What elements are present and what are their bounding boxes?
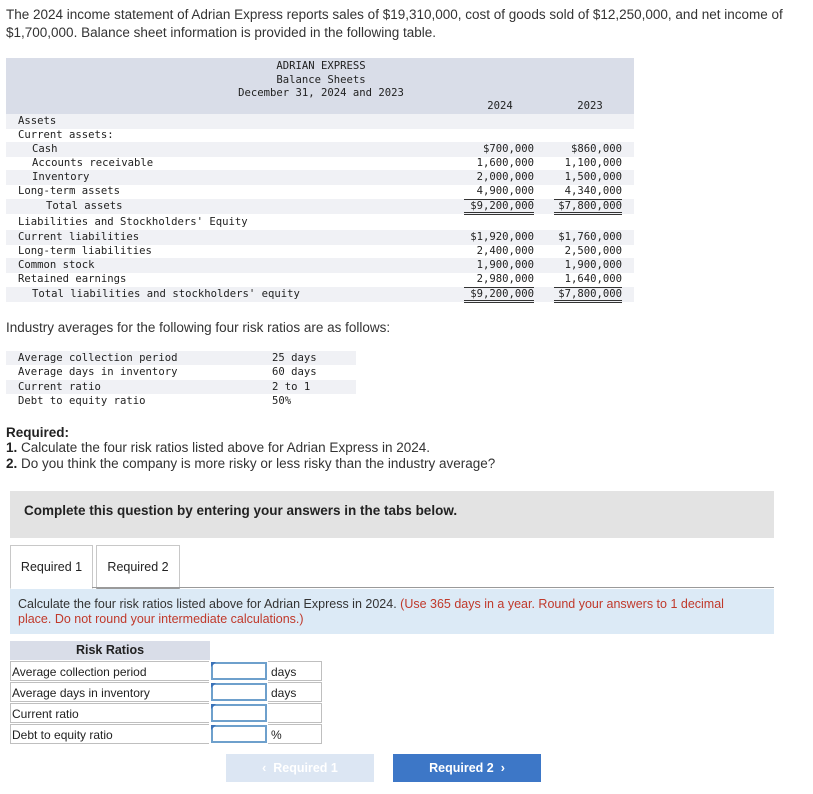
value-2023: $1,760,000 <box>558 231 622 243</box>
ratio-value: 50% <box>272 394 292 407</box>
unit-label: % <box>268 724 322 744</box>
value-2024: $9,200,000 <box>464 287 534 303</box>
table-row <box>10 724 310 745</box>
table-row <box>6 365 356 379</box>
value-2023: 1,100,000 <box>564 157 622 169</box>
item-number: 2. <box>6 456 18 471</box>
ratio-value: 25 days <box>272 352 317 364</box>
table-row <box>6 394 356 408</box>
table-row <box>6 351 356 365</box>
value-2024: $9,200,000 <box>464 199 534 215</box>
table-row <box>6 142 634 157</box>
value-2024: 2,400,000 <box>476 245 534 257</box>
banner-text: Complete this question by entering your answers in the tabs below. <box>24 503 458 518</box>
row-label: Total liabilities and stockholders' equity <box>32 288 300 300</box>
tab-required-1[interactable] <box>10 545 93 589</box>
tab-divider <box>92 587 774 588</box>
table-row <box>10 703 310 724</box>
value-2024: $1,920,000 <box>470 231 534 243</box>
table-row <box>6 215 634 230</box>
debt-to-equity-input[interactable] <box>211 725 267 743</box>
item-text: Do you think the company is more risky or less risky than the industry average? <box>21 456 496 471</box>
company-name: ADRIAN EXPRESS <box>276 60 366 72</box>
intro-line-1: The 2024 income statement of Adrian Express reports sales of $19,310,000, cost of goods sold of $12,250,000, and net income of <box>6 7 783 22</box>
value-2023: $7,800,000 <box>554 287 622 303</box>
ratio-label: Average collection period <box>10 661 209 681</box>
row-label: Total assets <box>46 200 123 212</box>
row-label: Long-term assets <box>18 185 121 197</box>
row-label: Retained earnings <box>18 273 127 285</box>
ratio-label: Current ratio <box>18 380 101 393</box>
table-row <box>6 287 634 302</box>
row-label: Assets <box>18 115 57 127</box>
ratio-value: 2 to 1 <box>272 380 311 393</box>
value-2024: 2,980,000 <box>476 273 534 285</box>
input-marker-icon <box>211 704 216 709</box>
row-label: Accounts receivable <box>32 157 154 169</box>
value-2023: 2,500,000 <box>564 245 622 257</box>
ratio-label: Current ratio <box>10 703 209 723</box>
table-row <box>6 170 634 185</box>
instructions-banner <box>10 491 774 538</box>
item-text: Calculate the four risk ratios listed above for Adrian Express in 2024. <box>21 440 430 455</box>
table-row <box>6 184 634 199</box>
intro-line-2: $1,700,000. Balance sheet information is provided in the following table. <box>6 25 437 40</box>
ratio-label: Average collection period <box>18 352 178 364</box>
table-row <box>6 272 634 287</box>
value-2023: 4,340,000 <box>564 185 622 197</box>
row-label: Liabilities and Stockholders' Equity <box>18 216 248 228</box>
row-label: Long-term liabilities <box>18 245 152 257</box>
risk-ratios-header: Risk Ratios <box>10 641 210 660</box>
required-item-1 <box>6 440 430 455</box>
next-required-button[interactable] <box>393 754 541 782</box>
row-label: Cash <box>32 143 58 155</box>
value-2024: 2,000,000 <box>476 171 534 183</box>
column-2023: 2023 <box>577 100 603 112</box>
value-2023: 1,500,000 <box>564 171 622 183</box>
table-row <box>6 199 634 214</box>
problem-intro <box>6 6 813 42</box>
row-label: Current assets: <box>18 129 114 141</box>
instruction-panel <box>10 589 774 634</box>
prev-required-button[interactable] <box>226 754 374 782</box>
balance-sheet-title <box>196 60 446 101</box>
balance-sheet <box>6 58 634 304</box>
value-2024: $700,000 <box>482 143 534 155</box>
industry-intro: Industry averages for the following four risk ratios are as follows: <box>6 320 391 335</box>
required-heading: Required: <box>6 425 70 440</box>
chevron-right-icon: › <box>500 761 505 775</box>
table-row <box>6 258 634 273</box>
row-label: Inventory <box>32 171 90 183</box>
ratio-label: Debt to equity ratio <box>10 724 209 744</box>
value-2024: 1,600,000 <box>476 157 534 169</box>
tab-required-2[interactable] <box>96 545 180 589</box>
balance-sheet-header <box>6 58 634 114</box>
ratio-label: Average days in inventory <box>18 366 178 379</box>
instruction-text <box>18 597 758 626</box>
next-button-label: Required 2 <box>429 761 494 775</box>
value-2024: 4,900,000 <box>476 185 534 197</box>
value-2023: $7,800,000 <box>554 199 622 215</box>
table-row <box>6 156 634 171</box>
unit-label: days <box>268 661 322 681</box>
table-row <box>6 114 634 129</box>
value-2023: 1,900,000 <box>564 259 622 271</box>
row-label: Current liabilities <box>18 231 140 243</box>
value-2024: 1,900,000 <box>476 259 534 271</box>
table-row <box>6 244 634 259</box>
item-number: 1. <box>6 440 18 455</box>
instruction-main: Calculate the four risk ratios listed above for Adrian Express in 2024. <box>18 597 397 611</box>
table-row <box>10 661 310 682</box>
input-marker-icon <box>211 662 216 667</box>
instruction-note: (Use 365 days in a year. Round your answers to 1 decimal place. Do not round your intermediate calculations.) <box>18 597 724 626</box>
value-2023: 1,640,000 <box>564 273 622 285</box>
ratio-value: 60 days <box>272 366 317 379</box>
table-row <box>6 128 634 143</box>
table-row <box>6 230 634 245</box>
statement-date: December 31, 2024 and 2023 <box>238 87 404 99</box>
chevron-left-icon: ‹ <box>262 761 267 775</box>
prev-button-label: Required 1 <box>273 761 338 775</box>
current-ratio-input[interactable] <box>211 704 267 722</box>
days-in-inventory-input[interactable] <box>211 683 267 701</box>
collection-period-input[interactable] <box>211 662 267 680</box>
column-2024: 2024 <box>487 100 513 112</box>
statement-name: Balance Sheets <box>276 73 366 86</box>
ratio-label: Average days in inventory <box>10 682 209 702</box>
table-row <box>10 682 310 703</box>
row-label: Common stock <box>18 259 95 271</box>
input-marker-icon <box>211 725 216 730</box>
required-item-2 <box>6 456 495 471</box>
unit-label: days <box>268 682 322 702</box>
table-row <box>6 380 356 394</box>
tab-label: Required 2 <box>107 560 169 574</box>
ratio-label: Debt to equity ratio <box>18 394 146 407</box>
unit-label <box>268 703 322 723</box>
tab-label: Required 1 <box>20 560 83 574</box>
input-marker-icon <box>211 683 216 688</box>
value-2023: $860,000 <box>570 143 622 155</box>
